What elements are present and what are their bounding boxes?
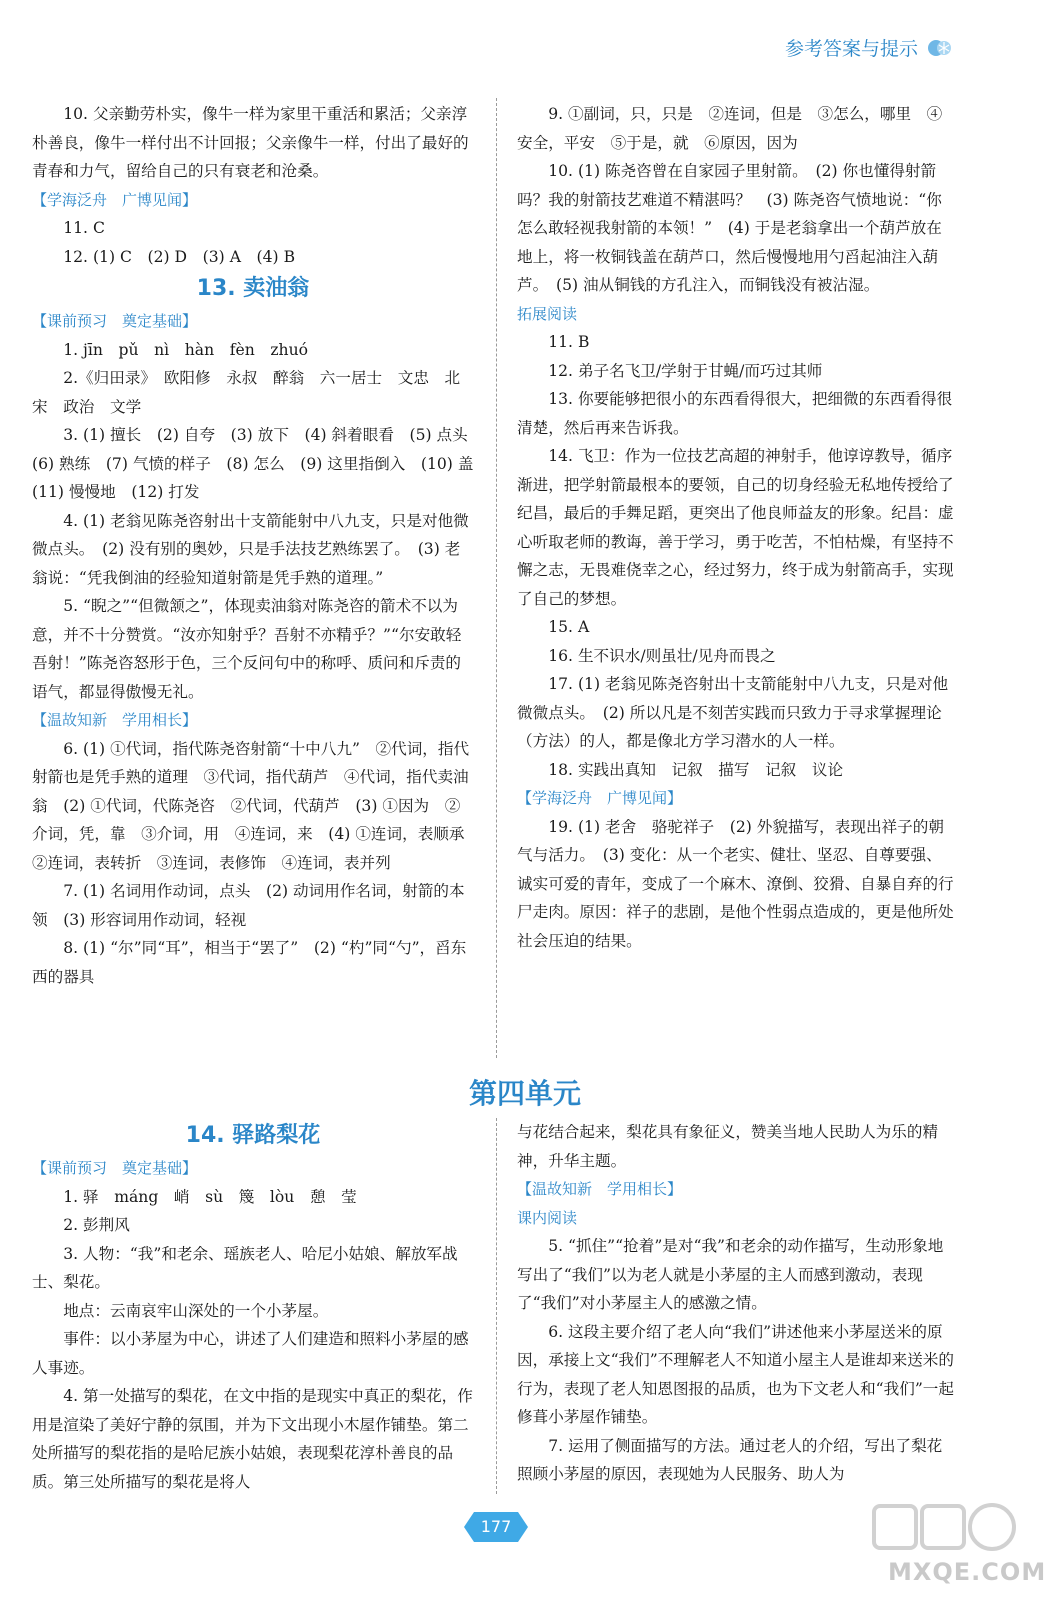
answer-paragraph: 15. A <box>548 618 590 636</box>
unit-title: 第四单元 <box>468 1077 581 1110</box>
answer-paragraph: 8. (1) “尔”同“耳”，相当于“罢了” (2) “杓”同“勺”，舀东西的器具 <box>32 939 467 986</box>
answer-paragraph: 10. 父亲勤劳朴实，像牛一样为家里干重活和累活；父亲淳朴善良，像牛一样付出不计回报；父亲像牛一样，付出了最好的青春和力气，留给自己的只有衰老和沧桑。 <box>32 105 469 180</box>
lesson-title: 14. 驿路梨花 <box>185 1123 321 1148</box>
section-label: 【课前预习 奠定基础】 <box>32 1159 198 1177</box>
answer-paragraph: 14. 飞卫：作为一位技艺高超的神射手，他谆谆教导，循序渐进，把学射箭最根本的要领，自己的切身经验无私地传授给了纪昌，最后的手舞足蹈，更突出了他良师益友的形象。纪昌：虚心听取老师的教诲，善于学习，勇于吃苦，不怕枯燥，有坚持不懈之志，无畏难侥幸之心，经过努力，终于成为射箭高手，实现了自己的梦想。 <box>517 447 954 608</box>
answer-paragraph: 事件：以小茅屋为中心，讲述了人们建造和照料小茅屋的感人事迹。 <box>32 1330 469 1377</box>
answer-paragraph: 1. 驿 máng 峭 sù 篾 lòu 憩 莹 <box>63 1187 357 1206</box>
page-number: 177 <box>480 1517 512 1536</box>
answer-paragraph: 1. jīn pǔ nì hàn fèn zhuó <box>63 340 309 359</box>
section-label: 【温故知新 学用相长】 <box>517 1180 683 1198</box>
answer-paragraph: 2.《归田录》 欧阳修 永叔 醉翁 六一居士 文忠 北宋 政治 文学 <box>32 369 461 416</box>
answer-paragraph: 3. (1) 擅长 (2) 自夸 (3) 放下 (4) 斜着眼看 (5) 点头 (6) 熟练 (7) 气愤的样子 (8) 怎么 (9) 这里指倒入 (10) 盖 (11) 慢慢地 (12) 打发 <box>32 426 490 501</box>
answer-paragraph: 2. 彭荆风 <box>63 1216 130 1234</box>
watermark-text: MXQE.COM <box>888 1558 1047 1586</box>
answer-paragraph: 4. (1) 老翁见陈尧咨射出十支箭能射中八九支，只是对他微微点头。 (2) 没有别的奥妙，只是手法技艺熟练罢了。 (3) 老翁说：“凭我倒油的经验知道射箭是凭手熟的道理。” <box>32 511 469 587</box>
answer-paragraph: 11. B <box>548 333 590 351</box>
page-header <box>785 34 954 61</box>
column-divider-bottom <box>496 1118 497 1494</box>
answer-paragraph: 5. “抓住”“抢着”是对“我”和老余的动作描写，生动形象地写出了“我们”以为老人就是小茅屋的主人而感到激动，表现了“我们”对小茅屋主人的感激之情。 <box>517 1237 944 1312</box>
section-label: 【学海泛舟 广博见闻】 <box>517 789 683 807</box>
answer-paragraph: 17. (1) 老翁见陈尧咨射出十支箭能射中八九支，只是对他微微点头。 (2) 所以凡是不刻苦实践而只致力于寻求掌握理论（方法）的人，都是像北方学习潜水的人一样。 <box>517 675 949 750</box>
answer-paragraph: 7. (1) 名词用作动词，点头 (2) 动词用作名词，射箭的本领 (3) 形容词用作动词，轻视 <box>32 882 465 929</box>
answer-paragraph: 3. 人物：“我”和老余、瑶族老人、哈尼小姑娘、解放军战士、梨花。 <box>32 1244 458 1291</box>
answer-paragraph: 7. 运用了侧面描写的方法。通过老人的介绍，写出了梨花照顾小茅屋的原因，表现她为人民服务、助人为 <box>517 1436 943 1483</box>
bottom-right-column <box>517 1118 957 1489</box>
answer-paragraph: 12. (1) C (2) D (3) A (4) B <box>63 247 296 266</box>
header-title: 参考答案与提示 <box>784 38 918 60</box>
bottom-left-column <box>32 1118 474 1496</box>
answer-paragraph: 与花结合起来，梨花具有象征义，赞美当地人民助人为乐的精神，升华主题。 <box>517 1123 939 1170</box>
answer-paragraph: 4. 第一处描写的梨花，在文中指的是现实中真正的梨花，作用是渲染了美好宁静的氛围，并为下文出现小木屋作铺垫。第二处所描写的梨花指的是哈尼族小姑娘，表现梨花淳朴善良的品质。第三处所描写的梨花是将人 <box>32 1387 473 1491</box>
section-label: 【课前预习 奠定基础】 <box>32 312 198 330</box>
section-label: 课内阅读 <box>517 1208 578 1227</box>
answer-paragraph: 13. 你要能够把很小的东西看得很大，把细微的东西看得很清楚，然后再来告诉我。 <box>517 390 953 437</box>
lesson-title: 13. 卖油翁 <box>196 276 310 301</box>
answer-paragraph: 11. C <box>63 219 105 237</box>
answer-paragraph: 16. 生不识水/则虽壮/见舟而畏之 <box>548 646 776 665</box>
snowflake-decoration-icon <box>926 38 954 58</box>
answer-paragraph: 6. (1) ①代词，指代陈尧咨射箭“十中八九” ②代词，指代射箭也是凭手熟的道理 ③代词，指代葫芦 ④代词，指代卖油翁 (2) ①代词，代陈尧咨 ②代词，代葫芦 (3) ①因为 ②介词，凭，靠 ③介词，用 ④连词，来 (4) ①连词，表顺承 ②连词，表转折 ③连词，表修饰 ④连词，表并列 <box>32 739 481 872</box>
top-right-column <box>517 100 957 955</box>
column-divider-top <box>496 98 497 1058</box>
answer-paragraph: 5. “睨之”“但微颔之”，体现卖油翁对陈尧咨的箭术不以为意，并不十分赞赏。“汝亦知射乎？吾射不亦精乎？”“尔安敢轻吾射！”陈尧咨怒形于色，三个反问句中的称呼、质问和斥责的语气，都显得傲慢无礼。 <box>32 597 462 701</box>
answer-paragraph: 18. 实践出真知 记叙 描写 记叙 议论 <box>548 760 844 779</box>
section-label: 【温故知新 学用相长】 <box>32 711 198 729</box>
answer-paragraph: 6. 这段主要介绍了老人向“我们”讲述他来小茅屋送米的原因，承接上文“我们”不理解老人不知道小屋主人是谁却来送米的行为，表现了老人知恩图报的品质，也为下文老人和“我们”一起修葺小茅屋作铺垫。 <box>517 1322 954 1426</box>
answer-paragraph: 10. (1) 陈尧咨曾在自家园子里射箭。 (2) 你也懂得射箭吗？我的射箭技艺难道不精湛吗？ (3) 陈尧咨气愤地说：“你怎么敢轻视我射箭的本领！” (4) 于是老翁拿出一个葫芦放在地上，将一枚铜钱盖在葫芦口，然后慢慢地用勺舀起油注入葫芦。 (5) 油从铜钱的方孔注入，而铜钱没有被沾湿。 <box>517 162 942 294</box>
answer-paragraph: 9. ①副词，只，只是 ②连词，但是 ③怎么，哪里 ④安全，平安 ⑤于是，就 ⑥原因，因为 <box>517 105 943 152</box>
page-number-badge <box>464 1512 528 1542</box>
section-label: 【学海泛舟 广博见闻】 <box>32 190 198 209</box>
answer-paragraph: 12. 弟子名飞卫/学射于甘蝇/而巧过其师 <box>548 361 823 380</box>
answer-paragraph: 地点：云南哀牢山深处的一个小茅屋。 <box>63 1301 329 1320</box>
answer-paragraph: 19. (1) 老舍 骆驼祥子 (2) 外貌描写，表现出祥子的朝气与活力。 (3) 变化：从一个老实、健壮、坚忍、自尊要强、诚实可爱的青年，变成了一个麻木、潦倒、狡猾、自暴自弃的行尸走肉。原因：祥子的悲剧，是他个性弱点造成的，更是他所处社会压迫的结果。 <box>517 817 954 950</box>
watermark-logo <box>870 1498 1047 1598</box>
top-left-column <box>32 100 490 991</box>
section-label: 拓展阅读 <box>517 304 578 323</box>
